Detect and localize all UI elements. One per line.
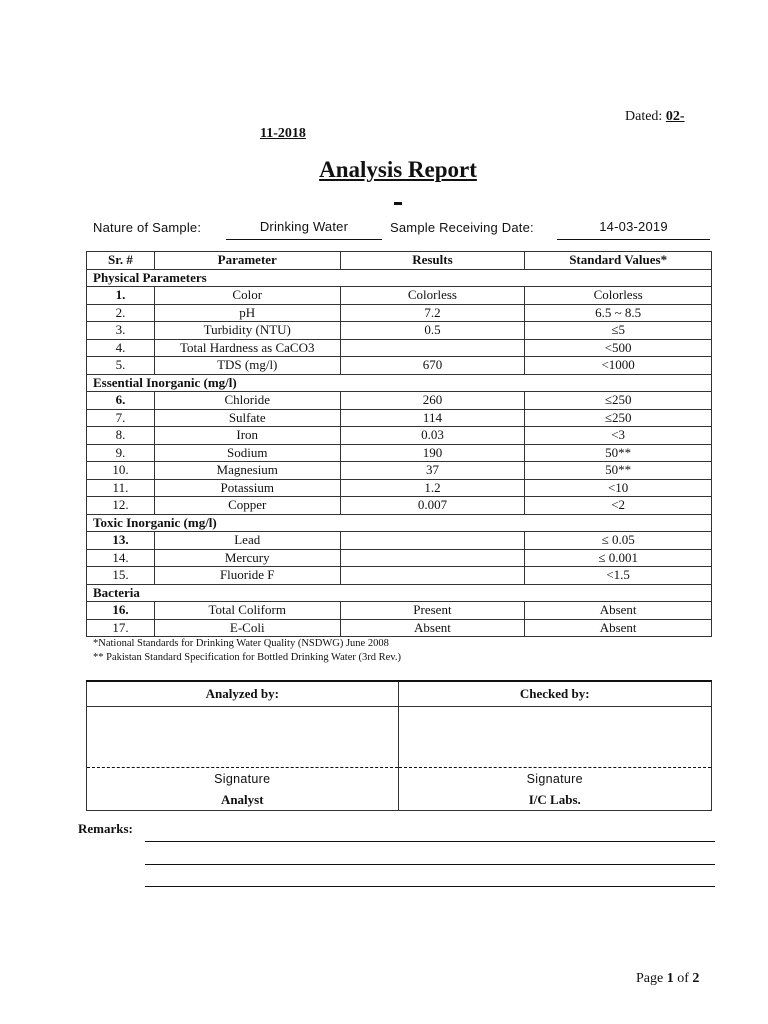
row-standard: Absent (525, 619, 712, 637)
row-parameter: E-Coli (154, 619, 340, 637)
row-parameter: Potassium (154, 479, 340, 497)
row-result: 37 (340, 462, 525, 480)
row-result: Absent (340, 619, 525, 637)
table-row (87, 427, 712, 445)
row-parameter: Color (154, 287, 340, 305)
title-dash (394, 202, 402, 205)
section-toxic-inorganic: Toxic Inorganic (mg/l) (87, 514, 712, 532)
page-total: 2 (692, 971, 700, 986)
table-header-row (87, 252, 712, 270)
header-results: Results (340, 252, 525, 270)
sample-receiving-date-value: 14-03-2019 (557, 219, 710, 240)
table-row (87, 304, 712, 322)
table-row (87, 479, 712, 497)
section-physical: Physical Parameters (87, 269, 712, 287)
table-row (87, 392, 712, 410)
dated-line (625, 109, 685, 125)
row-standard: <1000 (525, 357, 712, 375)
remarks-line (145, 864, 715, 865)
table-row (87, 357, 712, 375)
row-standard: ≤5 (525, 322, 712, 340)
row-parameter: Iron (154, 427, 340, 445)
analyst-signature-label: Signature (87, 768, 399, 791)
nature-of-sample-label: Nature of Sample: (93, 220, 202, 235)
row-parameter: Sodium (154, 444, 340, 462)
row-parameter: Total Coliform (154, 602, 340, 620)
row-sr: 13. (87, 532, 155, 550)
row-standard: ≤ 0.001 (525, 549, 712, 567)
table-row (87, 532, 712, 550)
dated-value-part2: 11-2018 (260, 126, 306, 141)
analyst-signature-area (87, 707, 399, 768)
row-standard: <3 (525, 427, 712, 445)
row-standard: <500 (525, 339, 712, 357)
row-sr: 16. (87, 602, 155, 620)
row-result: Present (340, 602, 525, 620)
dated-value-part1: 02- (665, 109, 685, 124)
row-standard: ≤ 0.05 (525, 532, 712, 550)
row-sr: 11. (87, 479, 155, 497)
header-parameter: Parameter (154, 252, 340, 270)
header-standard-values: Standard Values* (525, 252, 712, 270)
row-sr: 7. (87, 409, 155, 427)
row-standard: Colorless (525, 287, 712, 305)
section-essential-inorganic: Essential Inorganic (mg/l) (87, 374, 712, 392)
row-sr: 9. (87, 444, 155, 462)
row-parameter: Total Hardness as CaCO3 (154, 339, 340, 357)
table-row (87, 409, 712, 427)
signature-table (86, 680, 712, 811)
row-parameter: Turbidity (NTU) (154, 322, 340, 340)
row-standard: Absent (525, 602, 712, 620)
row-sr: 14. (87, 549, 155, 567)
row-standard: 50** (525, 444, 712, 462)
checker-role: I/C Labs. (398, 790, 712, 811)
row-sr: 8. (87, 427, 155, 445)
table-row (87, 444, 712, 462)
remarks-label: Remarks: (78, 821, 133, 836)
row-sr: 5. (87, 357, 155, 375)
row-result: 0.5 (340, 322, 525, 340)
table-row (87, 602, 712, 620)
row-standard: 6.5 ~ 8.5 (525, 304, 712, 322)
table-row (87, 497, 712, 515)
header-sr: Sr. # (87, 252, 155, 270)
footnote-nsdwq: *National Standards for Drinking Water Quality (NSDWG) June 2008 (93, 638, 389, 649)
row-standard: <1.5 (525, 567, 712, 585)
checker-signature-area (398, 707, 712, 768)
row-result: 0.007 (340, 497, 525, 515)
row-parameter: Lead (154, 532, 340, 550)
row-result: 190 (340, 444, 525, 462)
row-parameter: Sulfate (154, 409, 340, 427)
row-standard: ≤250 (525, 409, 712, 427)
row-standard: 50** (525, 462, 712, 480)
footnote-pakistan-standard: ** Pakistan Standard Specification for Bottled Drinking Water (3rd Rev.) (93, 652, 401, 663)
row-sr: 10. (87, 462, 155, 480)
page-current: 1 (666, 971, 674, 986)
row-sr: 17. (87, 619, 155, 637)
analyzed-by-label: Analyzed by: (87, 681, 399, 707)
row-parameter: Mercury (154, 549, 340, 567)
row-result: 0.03 (340, 427, 525, 445)
checked-by-label: Checked by: (398, 681, 712, 707)
row-sr: 2. (87, 304, 155, 322)
checker-signature-label: Signature (398, 768, 712, 791)
row-result: Colorless (340, 287, 525, 305)
remarks-line (145, 841, 715, 842)
row-sr: 15. (87, 567, 155, 585)
row-result: 670 (340, 357, 525, 375)
row-sr: 3. (87, 322, 155, 340)
section-bacteria: Bacteria (87, 584, 712, 602)
table-row (87, 322, 712, 340)
row-result (340, 339, 525, 357)
row-standard: <10 (525, 479, 712, 497)
nature-of-sample-value: Drinking Water (226, 219, 382, 240)
remarks-line (145, 886, 715, 887)
analysis-table (86, 251, 712, 637)
page-number (636, 971, 699, 987)
row-result (340, 549, 525, 567)
row-sr: 12. (87, 497, 155, 515)
page-mid: of (673, 971, 693, 986)
row-parameter: Chloride (154, 392, 340, 410)
row-result: 7.2 (340, 304, 525, 322)
table-row (87, 567, 712, 585)
table-row (87, 619, 712, 637)
page-title: Analysis Report (319, 157, 477, 182)
row-result: 260 (340, 392, 525, 410)
row-standard: ≤250 (525, 392, 712, 410)
dated-label: Dated: (625, 109, 666, 124)
table-row (87, 339, 712, 357)
row-sr: 4. (87, 339, 155, 357)
row-parameter: TDS (mg/l) (154, 357, 340, 375)
table-row (87, 287, 712, 305)
row-standard: <2 (525, 497, 712, 515)
row-parameter: Copper (154, 497, 340, 515)
row-sr: 1. (87, 287, 155, 305)
page-prefix: Page (636, 971, 667, 986)
row-sr: 6. (87, 392, 155, 410)
row-parameter: Fluoride F (154, 567, 340, 585)
row-parameter: pH (154, 304, 340, 322)
row-result: 1.2 (340, 479, 525, 497)
table-row (87, 462, 712, 480)
analyst-role: Analyst (87, 790, 399, 811)
row-result: 114 (340, 409, 525, 427)
row-result (340, 567, 525, 585)
row-result (340, 532, 525, 550)
sample-receiving-date-label: Sample Receiving Date: (390, 220, 534, 235)
table-row (87, 549, 712, 567)
row-parameter: Magnesium (154, 462, 340, 480)
